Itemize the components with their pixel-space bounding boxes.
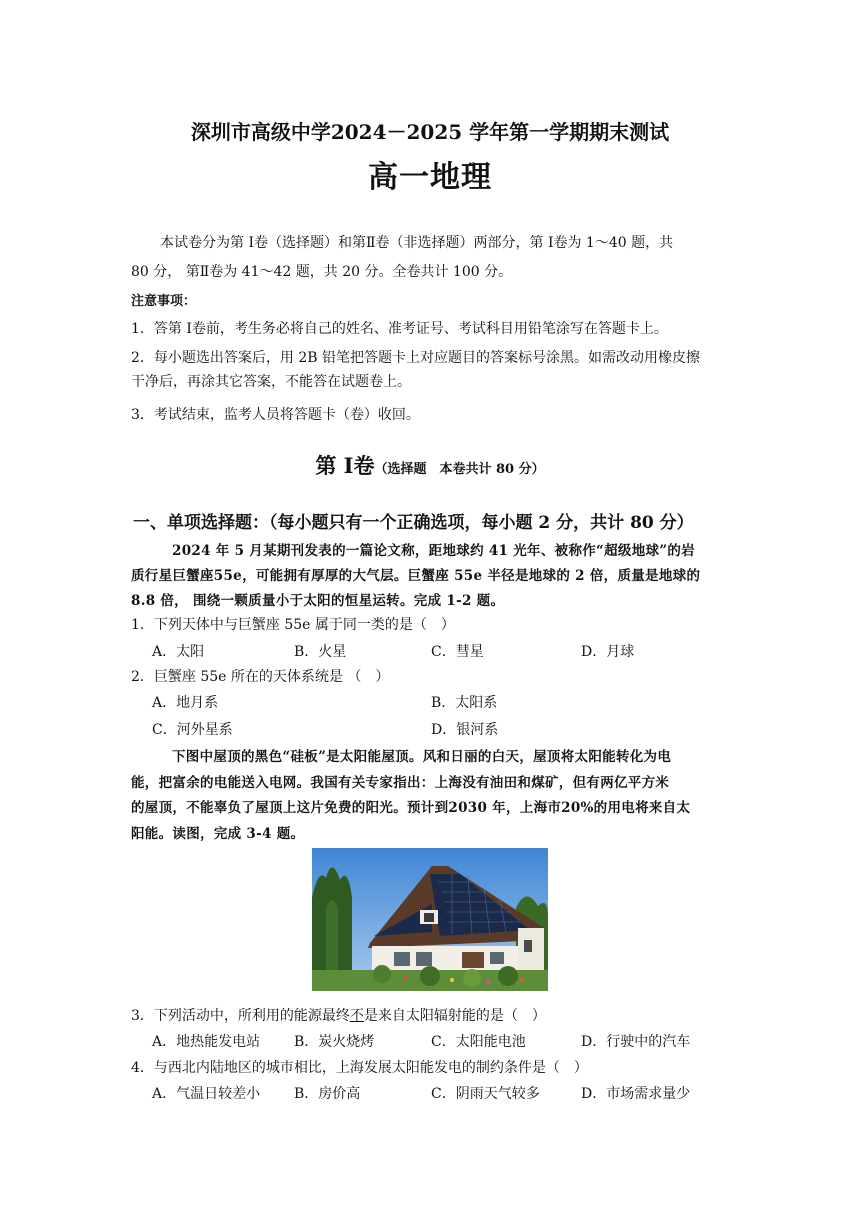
notes-heading: 注意事项： — [131, 294, 197, 309]
q3-option-c: C．太阳能电池 — [431, 1034, 526, 1050]
subject-title: 高一地理 — [368, 160, 492, 195]
q2-option-c: C．河外星系 — [152, 722, 233, 738]
question-4-stem: 4．与西北内陆地区的城市相比，上海发展太阳能发电的制约条件是（ ） — [131, 1060, 588, 1076]
material-1-line-3: 8.8 倍， 围绕一颗质量小于太阳的恒星运转。完成 1-2 题。 — [131, 593, 505, 609]
q1-option-a: A．太阳 — [152, 644, 205, 660]
exam-title: 深圳市高级中学2024－2025 学年第一学期期末测试 — [190, 120, 670, 144]
material-1-line-1: 2024 年 5 月某期刊发表的一篇论文称，距地球约 41 光年、被称作“超级地球”的岩 — [172, 543, 695, 559]
q4-option-c: C．阴雨天气较多 — [431, 1086, 540, 1102]
q1-option-d: D．月球 — [581, 644, 635, 660]
q1-option-c: C．彗星 — [431, 644, 484, 660]
material-1-line-2: 质行星巨蟹座55e，可能拥有厚厚的大气层。巨蟹座 55e 半径是地球的 2 倍，质量是地球的 — [131, 568, 701, 584]
section-title — [0, 450, 860, 480]
q4-option-a: A．气温日较差小 — [152, 1086, 261, 1102]
q4-option-d: D．市场需求量少 — [581, 1086, 691, 1102]
solar-roof-house-photo — [312, 848, 548, 991]
question-2-stem: 2．巨蟹座 55e 所在的天体系统是 （ ） — [131, 669, 390, 685]
q2-option-a: A．地月系 — [152, 695, 219, 711]
material-2-line-2: 能，把富余的电能送入电网。我国有关专家指出：上海没有油田和煤矿，但有两亿平方米 — [131, 775, 670, 791]
note-item-3: 3．考试结束，监考人员将答题卡（卷）收回。 — [131, 407, 420, 423]
section-subtitle: （选择题 本卷共计 80 分） — [374, 462, 545, 477]
intro-line-1: 本试卷分为第 Ⅰ卷（选择题）和第Ⅱ卷（非选择题）两部分，第 Ⅰ卷为 1～40 题，共 — [160, 235, 674, 251]
q2-option-d: D．银河系 — [431, 722, 499, 738]
note-item-2-line-1: 2．每小题选出答案后，用 2B 铅笔把答题卡上对应题目的答案标号涂黑。如需改动用橡皮擦 — [131, 350, 701, 366]
question-1-stem: 1．下列天体中与巨蟹座 55e 属于同一类的是（ ） — [131, 617, 455, 633]
material-2-line-1: 下图中屋顶的黑色“硅板”是太阳能屋顶。风和日丽的白天，屋顶将太阳能转化为电 — [172, 749, 672, 765]
material-2-line-4: 阳能。读图，完成 3-4 题。 — [131, 826, 305, 842]
q3-stem-pre: 3．下列活动中，所利用的能源最终 — [131, 1008, 350, 1024]
q4-option-b: B．房价高 — [294, 1086, 361, 1102]
note-item-2-line-2: 干净后，再涂其它答案，不能答在试题卷上。 — [131, 374, 411, 390]
question-3-stem — [131, 1005, 546, 1025]
material-2-line-3: 的屋顶，不能辜负了屋顶上这片免费的阳光。预计到2030 年，上海市20%的用电将来自太 — [131, 800, 691, 816]
note-item-1: 1．答第 Ⅰ卷前，考生务必将自己的姓名、准考证号、考试科目用铅笔涂写在答题卡上。 — [131, 321, 668, 337]
q3-stem-underlined: 不 — [349, 1008, 364, 1024]
q3-stem-post: 是来自太阳辐射能的是（ ） — [363, 1008, 546, 1024]
q3-option-d: D．行驶中的汽车 — [581, 1034, 691, 1050]
section-title-main: 第 Ⅰ卷 — [315, 453, 375, 478]
part-title: 一、单项选择题：（每小题只有一个正确选项，每小题 2 分，共计 80 分） — [133, 513, 694, 533]
q3-option-a: A．地热能发电站 — [152, 1034, 261, 1050]
q1-option-b: B．火星 — [294, 644, 347, 660]
intro-line-2: 80 分， 第Ⅱ卷为 41～42 题，共 20 分。全卷共计 100 分。 — [131, 264, 513, 280]
q3-option-b: B．炭火烧烤 — [294, 1034, 375, 1050]
q2-option-b: B．太阳系 — [431, 695, 498, 711]
